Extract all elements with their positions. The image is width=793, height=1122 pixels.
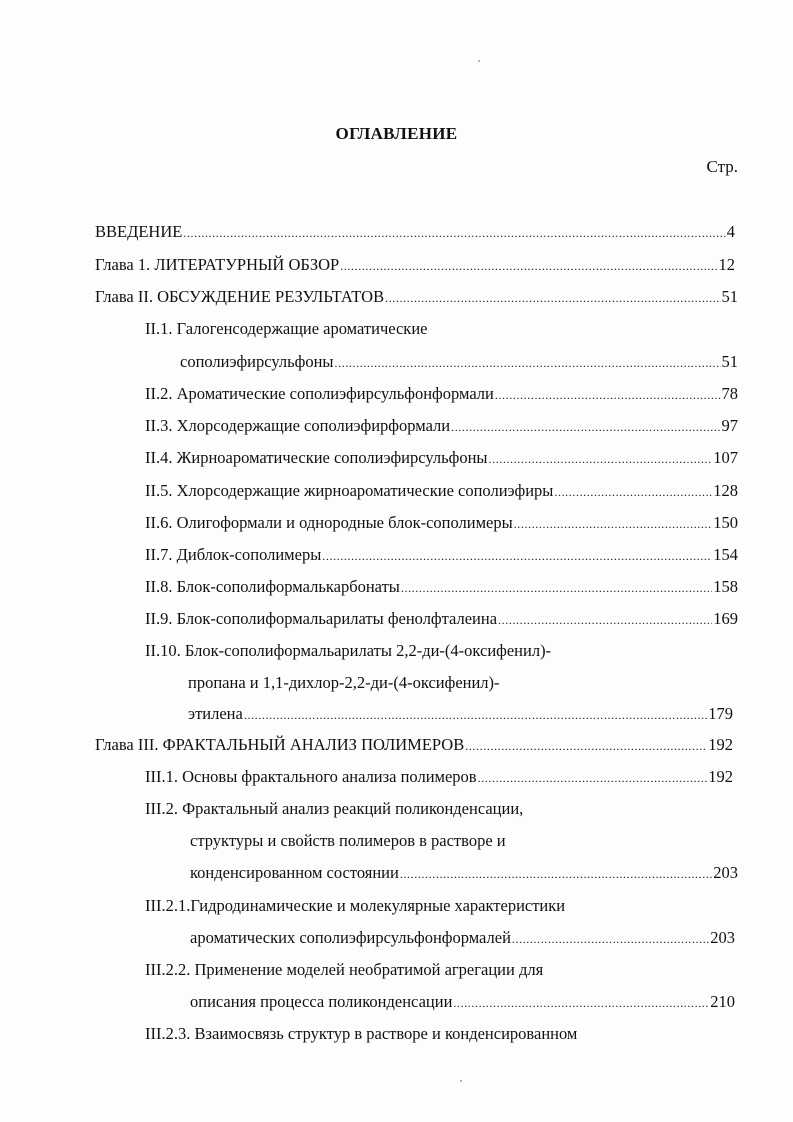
toc-entry-3-2-3-line1: III.2.3. Взаимосвязь структур в растворе и конденсированном — [145, 1024, 578, 1043]
toc-page-number: 97 — [721, 416, 738, 435]
toc-leader-dots — [401, 581, 712, 596]
toc-entry-text: II.3. Хлорсодержащие сополиэфирформали — [145, 416, 451, 435]
toc-entry-2-6[interactable] — [145, 513, 738, 535]
toc-leader-dots — [554, 485, 712, 500]
scan-speck — [478, 60, 480, 62]
toc-entry-chapter-1[interactable] — [95, 255, 735, 277]
toc-page-number: 192 — [708, 735, 733, 754]
toc-entry-text: Глава II. ОБСУЖДЕНИЕ РЕЗУЛЬТАТОВ — [95, 287, 385, 306]
toc-page-number: 203 — [713, 863, 738, 882]
toc-entry-2-4[interactable] — [145, 448, 738, 470]
toc-leader-dots — [495, 388, 721, 403]
toc-entry-text: II.7. Диблок-сополимеры — [145, 545, 322, 564]
toc-entry-3-2-line1: III.2. Фрактальный анализ реакций поликонденсации, — [145, 799, 524, 818]
toc-entry-text: Глава 1. ЛИТЕРАТУРНЫЙ ОБЗОР — [95, 255, 340, 274]
toc-entry-text: конденсированном состоянии — [190, 863, 399, 882]
toc-leader-dots — [453, 996, 709, 1011]
toc-entry-3-2-line2: структуры и свойств полимеров в растворе и — [190, 831, 506, 850]
toc-leader-dots — [478, 771, 708, 786]
toc-entry-3-2-2[interactable] — [190, 992, 735, 1014]
toc-page-number: 51 — [721, 352, 738, 371]
toc-page-number: 107 — [713, 448, 738, 467]
toc-leader-dots — [335, 356, 721, 371]
toc-leader-dots — [385, 291, 720, 306]
toc-entry-3-2-1-line1: III.2.1.Гидродинамические и молекулярные характеристики — [145, 896, 566, 915]
toc-page-number: 150 — [713, 513, 738, 532]
toc-entry-2-10[interactable] — [188, 704, 733, 726]
toc-entry-text: II.8. Блок-сополиформалькарбонаты — [145, 577, 400, 596]
toc-entry-text: описания процесса поликонденсации — [190, 992, 453, 1011]
toc-entry-text: этилена — [188, 704, 243, 723]
toc-entry-2-1[interactable] — [180, 352, 738, 374]
toc-entry-2-5[interactable] — [145, 481, 738, 503]
toc-entry-2-10-line1: II.10. Блок-сополиформальарилаты 2,2-ди-(4-оксифенил)- — [145, 641, 552, 660]
page-title: ОГЛАВЛЕНИЕ — [335, 124, 458, 143]
toc-entry-3-2-1[interactable] — [190, 928, 735, 950]
toc-leader-dots — [465, 739, 707, 754]
toc-entry-3-1[interactable] — [145, 767, 733, 789]
toc-page-number: 154 — [713, 545, 738, 564]
toc-page-number: 51 — [721, 287, 738, 306]
toc-entry-text: Глава III. ФРАКТАЛЬНЫЙ АНАЛИЗ ПОЛИМЕРОВ — [95, 735, 465, 754]
toc-entry-text: ВВЕДЕНИЕ — [95, 222, 183, 241]
toc-entry-2-7[interactable] — [145, 545, 738, 567]
toc-page-number: 203 — [710, 928, 735, 947]
toc-entry-2-9[interactable] — [145, 609, 738, 631]
toc-entry-introduction[interactable] — [95, 222, 735, 244]
toc-entry-3-2[interactable] — [190, 863, 738, 885]
toc-page-number: 169 — [713, 609, 738, 628]
toc-entry-2-2[interactable] — [145, 384, 738, 406]
toc-leader-dots — [489, 452, 713, 467]
toc-page-number: 210 — [710, 992, 735, 1011]
toc-entry-text: II.5. Хлорсодержащие жирноароматические сополиэфиры — [145, 481, 554, 500]
toc-entry-text: II.4. Жирноароматические сополиэфирсульфоны — [145, 448, 488, 467]
toc-entry-2-8[interactable] — [145, 577, 738, 599]
toc-entry-text: II.2. Ароматические сополиэфирсульфонформали — [145, 384, 494, 403]
toc-entry-3-2-2-line1: III.2.2. Применение моделей необратимой агрегации для — [145, 960, 544, 979]
toc-page-number: 128 — [713, 481, 738, 500]
toc-page-number: 12 — [718, 255, 735, 274]
toc-entry-2-1-line1: II.1. Галогенсодержащие ароматические — [145, 319, 428, 338]
toc-entry-text: ароматических сополиэфирсульфонформалей — [190, 928, 511, 947]
toc-entry-text: III.1. Основы фрактального анализа полимеров — [145, 767, 477, 786]
toc-leader-dots — [512, 932, 709, 947]
toc-entry-2-10-line2: пропана и 1,1-дихлор-2,2-ди-(4-оксифенил)- — [188, 673, 500, 692]
toc-leader-dots — [498, 613, 712, 628]
toc-leader-dots — [183, 226, 725, 241]
toc-leader-dots — [322, 549, 712, 564]
toc-page-number: 78 — [721, 384, 738, 403]
toc-page-number: 4 — [726, 222, 735, 241]
toc-entry-text: II.9. Блок-сополиформальарилаты фенолфталеина — [145, 609, 498, 628]
toc-page-number: 179 — [708, 704, 733, 723]
toc-leader-dots — [514, 517, 713, 532]
toc-leader-dots — [340, 259, 717, 274]
toc-page-number: 158 — [713, 577, 738, 596]
toc-page-number: 192 — [708, 767, 733, 786]
scan-speck — [460, 1080, 462, 1082]
toc-entry-text: сополиэфирсульфоны — [180, 352, 334, 371]
toc-entry-text: II.6. Олигоформали и однородные блок-сополимеры — [145, 513, 513, 532]
toc-entry-2-3[interactable] — [145, 416, 738, 438]
page-column-label: Стр. — [706, 157, 738, 176]
toc-entry-chapter-2[interactable] — [95, 287, 738, 309]
toc-leader-dots — [400, 867, 712, 882]
toc-leader-dots — [451, 420, 720, 435]
toc-entry-chapter-3[interactable] — [95, 735, 733, 757]
toc-leader-dots — [244, 708, 707, 723]
